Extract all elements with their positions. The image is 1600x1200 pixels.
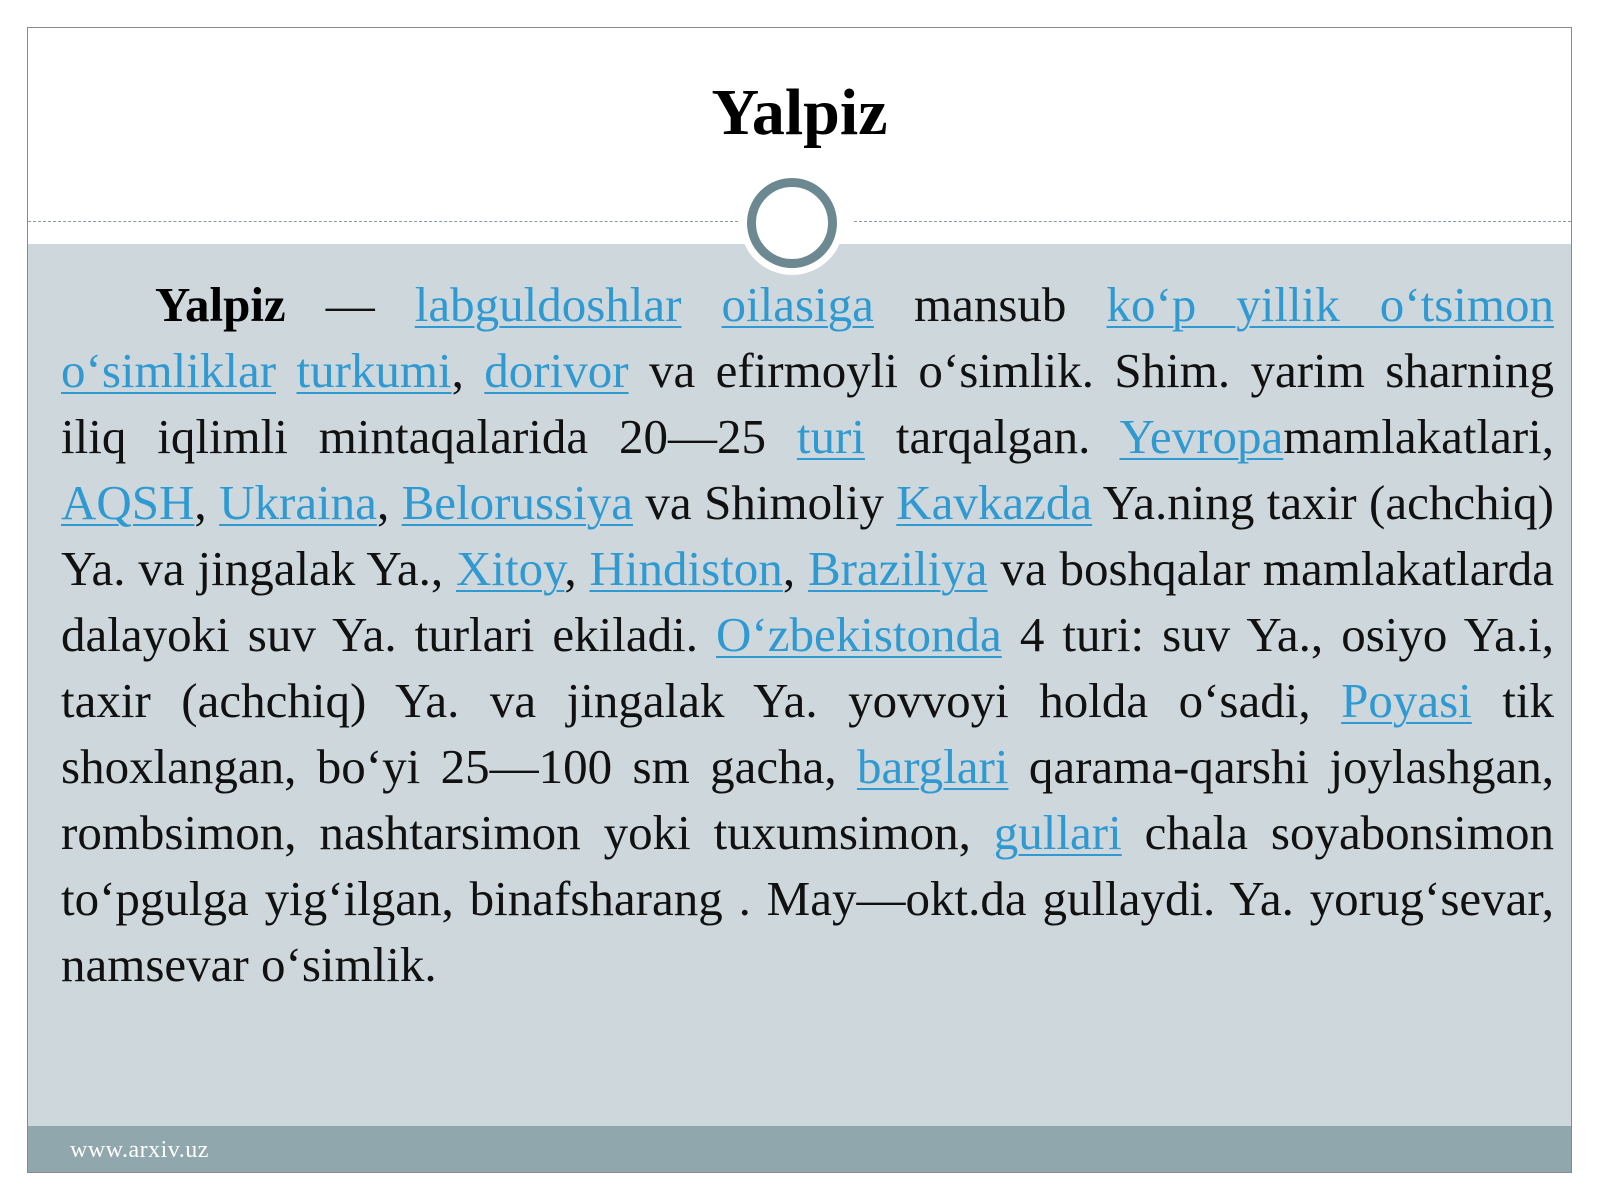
text-run: va Shimoliy xyxy=(633,475,897,530)
text-run: — xyxy=(285,277,415,332)
text-run xyxy=(276,343,296,398)
wiki-link[interactable]: Belorussiya xyxy=(401,475,633,530)
body-paragraph xyxy=(61,272,1554,998)
wiki-link[interactable]: labguldoshlar xyxy=(414,277,682,332)
text-run: mansub xyxy=(873,277,1107,332)
text-run: va efirmoyli o‘simlik. Shim. yarim sharning iliq iqlimli mintaqalarida 20—25 xyxy=(61,343,1555,464)
text-run: , xyxy=(564,541,590,596)
text-run: , xyxy=(451,343,485,398)
text-run: , xyxy=(194,475,220,530)
wiki-link[interactable]: ko‘p yillik o‘tsimon o‘simliklar xyxy=(61,277,1554,398)
divider-right xyxy=(854,221,1571,222)
circle-ornament-icon xyxy=(747,178,837,268)
text-run: chala soyabonsimon to‘pgulga yig‘ilgan, binafsharang . May—okt.da gullaydi. Ya. yorug‘sevar, namsevar o‘simlik. xyxy=(61,805,1554,992)
wiki-link[interactable]: Hindiston xyxy=(589,541,783,596)
text-run xyxy=(681,277,721,332)
text-run: va boshqalar mamlakatlarda dalayoki suv Ya. turlari ekiladi. xyxy=(61,541,1555,662)
wiki-link[interactable]: Xitoy xyxy=(455,541,565,596)
wiki-link[interactable]: Ukraina xyxy=(219,475,377,530)
text-run: , xyxy=(782,541,808,596)
text-run: qarama-qarshi joylashgan, rombsimon, nashtarsimon yoki tuxumsimon, xyxy=(61,739,1554,860)
wiki-link[interactable]: turkumi xyxy=(296,343,452,398)
term-bold: Yalpiz xyxy=(155,277,286,332)
text-run: tik shoxlangan, bo‘yi 25—100 sm gacha, xyxy=(61,673,1554,794)
text-run: , xyxy=(376,475,402,530)
wiki-link[interactable]: barglari xyxy=(856,739,1009,794)
text-run: tarqalgan. xyxy=(864,409,1120,464)
divider-left xyxy=(28,221,738,222)
wiki-link[interactable]: O‘zbekistonda xyxy=(716,607,1002,662)
slide xyxy=(27,27,1572,1173)
footer-url: www.arxiv.uz xyxy=(70,1137,209,1163)
text-run: 4 turi: suv Ya., osiyo Ya.i, taxir (achchiq) Ya. va jingalak Ya. yovvoyi holda o‘sadi, xyxy=(61,607,1554,728)
slide-title: Yalpiz xyxy=(711,76,888,149)
wiki-link[interactable]: Yevropa xyxy=(1119,409,1284,464)
wiki-link[interactable]: turi xyxy=(796,409,865,464)
wiki-link[interactable]: Poyasi xyxy=(1341,673,1472,728)
wiki-link[interactable]: dorivor xyxy=(484,343,629,398)
wiki-link[interactable]: Kavkazda xyxy=(896,475,1093,530)
text-run: mamlakatlari, xyxy=(1283,409,1554,464)
footer-bar xyxy=(28,1126,1571,1172)
wiki-link[interactable]: gullari xyxy=(993,805,1122,860)
wiki-link[interactable]: Braziliya xyxy=(807,541,988,596)
wiki-link[interactable]: oilasiga xyxy=(721,277,874,332)
text-run: Ya.ning taxir (achchiq) Ya. va jingalak Ya., xyxy=(61,475,1554,596)
wiki-link[interactable]: AQSH xyxy=(61,475,195,530)
